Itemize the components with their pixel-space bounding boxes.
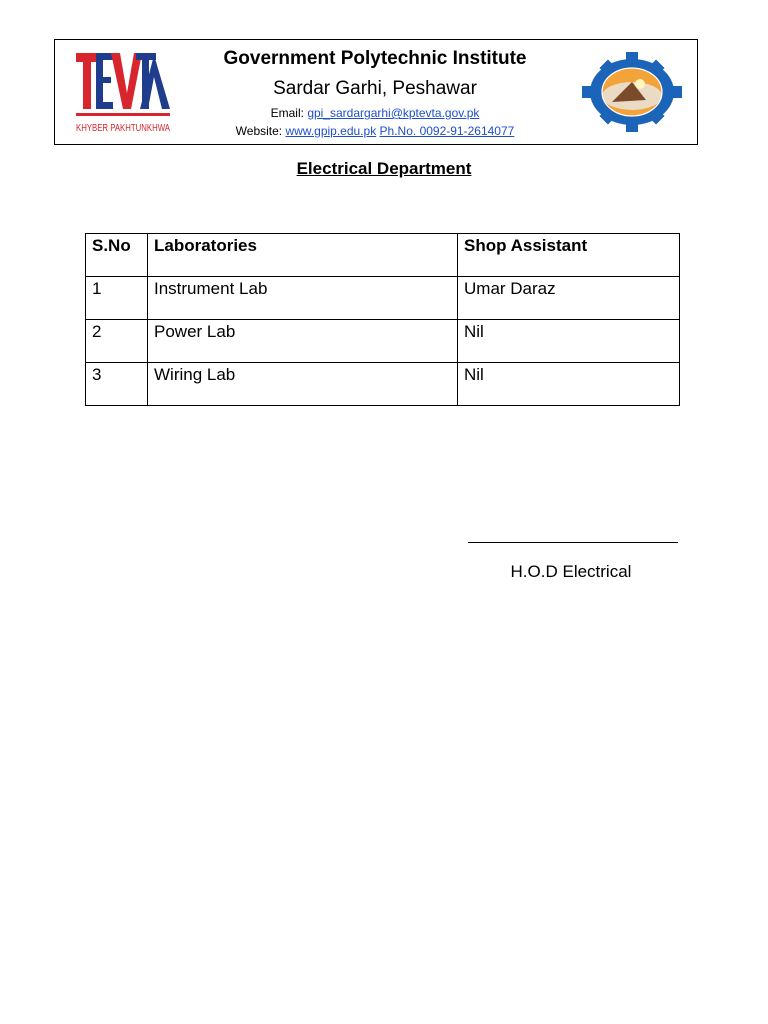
gear-seal-logo-icon	[581, 52, 683, 132]
cell-laboratory: Instrument Lab	[148, 277, 458, 320]
letterhead	[54, 39, 698, 145]
column-header-shop-assistant: Shop Assistant	[458, 234, 680, 277]
website-link[interactable]: www.gpip.edu.pk	[285, 124, 377, 138]
table-row	[86, 320, 680, 363]
signature-line	[468, 542, 678, 543]
table-row	[86, 277, 680, 320]
email-label: Email:	[270, 106, 304, 120]
cell-sno: 2	[86, 320, 148, 363]
website-line	[195, 122, 555, 140]
department-title: Electrical Department	[296, 159, 472, 178]
column-header-sno: S.No	[86, 234, 148, 277]
email-link[interactable]: gpi_sardargarhi@kptevta.gov.pk	[307, 106, 480, 120]
svg-text:KHYBER PAKHTUNKHWA: KHYBER PAKHTUNKHWA	[76, 122, 170, 134]
tevta-logo-icon	[74, 47, 172, 139]
column-header-laboratories: Laboratories	[148, 234, 458, 277]
table-header-row	[86, 234, 680, 277]
cell-laboratory: Wiring Lab	[148, 363, 458, 406]
phone-link[interactable]: Ph.No. 0092-91-2614077	[379, 124, 515, 138]
cell-sno: 1	[86, 277, 148, 320]
laboratories-table	[85, 233, 680, 406]
signature-label: H.O.D Electrical	[510, 562, 632, 581]
cell-laboratory: Power Lab	[148, 320, 458, 363]
institute-location: Sardar Garhi, Peshawar	[273, 78, 477, 99]
email-line	[195, 104, 555, 122]
cell-shop-assistant: Nil	[458, 320, 680, 363]
table-row	[86, 363, 680, 406]
letterhead-text	[195, 44, 555, 140]
cell-shop-assistant: Umar Daraz	[458, 277, 680, 320]
institute-name: Government Polytechnic Institute	[223, 48, 527, 69]
cell-shop-assistant: Nil	[458, 363, 680, 406]
website-label: Website:	[235, 124, 283, 138]
cell-sno: 3	[86, 363, 148, 406]
